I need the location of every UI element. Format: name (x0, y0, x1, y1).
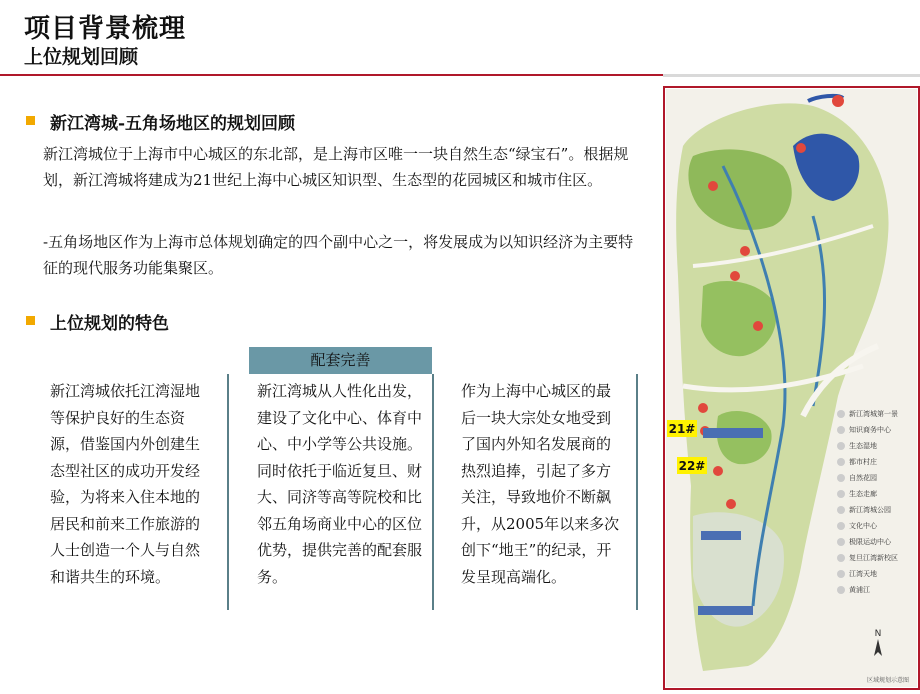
legend-item: 江湾天地 (849, 570, 877, 578)
map-caption: 区域规划示意图 (866, 677, 910, 684)
header-divider (0, 74, 663, 76)
legend-item: 知识商务中心 (849, 426, 891, 434)
paragraph-wujiaochang: -五角场地区作为上海市总体规划确定的四个副中心之一，将发展成为以知识经济为主要特征的现代服务功能集聚区。 (43, 233, 634, 277)
column-divider (227, 374, 229, 610)
legend-item: 生态走廊 (849, 490, 877, 498)
tab-supporting-facilities: 配套完善 (249, 347, 432, 374)
column-divider (636, 374, 638, 610)
legend-item: 复旦江湾新校区 (849, 554, 898, 562)
legend-item: 新江湾城第一景 (849, 410, 898, 418)
bullet-icon (26, 116, 35, 125)
feature-highend-text: 作为上海中心城区的最后一块大宗处女地受到了国内外知名发展商的热烈追捧，引起了多方关注，导致地价不断飙升，从2005年以来多次创下“地王”的纪录，开发呈现高端化。 (461, 382, 620, 586)
page-title: 项目背景梳理 (24, 14, 187, 44)
section-heading-planning-review: 新江湾城-五角场地区的规划回顾 (50, 114, 296, 134)
legend-item: 都市村庄 (849, 458, 877, 466)
parcel-label-22: 22# (678, 459, 706, 473)
legend-item: 黄浦江 (849, 586, 870, 594)
legend-item: 生态湿地 (849, 442, 877, 450)
parcel-label-21: 21# (668, 422, 696, 436)
paragraph-xinjiangwan: 新江湾城位于上海市中心城区的东北部，是上海市区唯一一块自然生态“绿宝石”。根据规划，新江湾城将建成为21世纪上海中心城区知识型、生态型的花园城区和城市住区。 (43, 145, 629, 189)
section-heading-features: 上位规划的特色 (50, 314, 169, 334)
feature-ecology-text: 新江湾城依托江湾湿地等保护良好的生态资源，借鉴国内外创建生态型社区的成功开发经验，为将来入住本地的居民和前来工作旅游的人士创造一个人与自然和谐共生的环境。 (50, 382, 201, 586)
north-label: N (874, 629, 882, 639)
legend-item: 新江湾城公园 (849, 506, 891, 514)
planning-map (663, 86, 920, 690)
page-subtitle: 上位规划回顾 (24, 46, 139, 68)
column-divider (432, 374, 434, 610)
legend-item: 自然花园 (849, 474, 877, 482)
legend-item: 极限运动中心 (849, 538, 891, 546)
bullet-icon (26, 316, 35, 325)
legend-item: 文化中心 (849, 522, 877, 530)
header-divider-gray (663, 74, 920, 77)
feature-facilities-text: 新江湾城从人性化出发，建设了文化中心、体育中心、中小学等公共设施。同时依托于临近复旦、财大、同济等高等院校和比邻五角场商业中心的区位优势，提供完善的配套服务。 (257, 382, 423, 586)
